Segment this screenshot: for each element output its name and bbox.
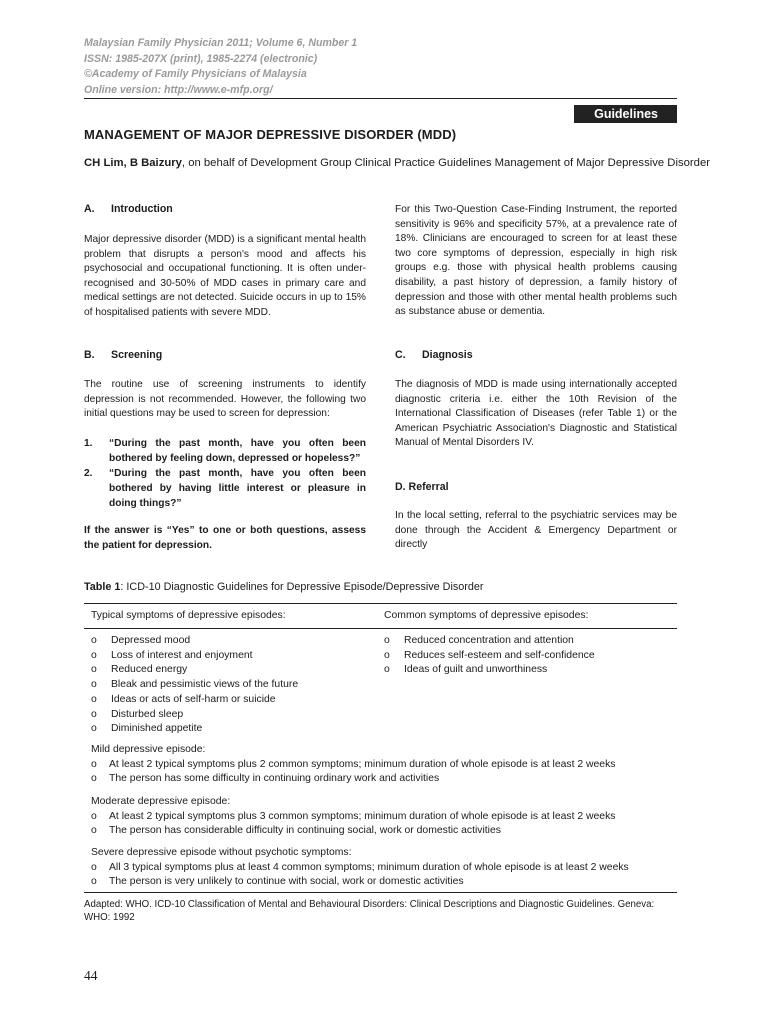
intro-text: Major depressive disorder (MDD) is a significant mental health problem that disrupts a person's mood and affects his psychosocial and occupational functioning. It is often under-recognised and 30-50% of MDD cases in primary care and medical settings are not detected. Suicide occurs in up to 15% of hospitalised patients with severe MDD. xyxy=(84,234,366,318)
journal-header xyxy=(84,36,357,98)
symptom-text: Ideas or acts of self-harm or suicide xyxy=(111,693,276,705)
symptom-text: Disturbed sleep xyxy=(111,708,184,720)
symptom-text: Depressed mood xyxy=(111,635,191,646)
bullet: o xyxy=(91,679,97,691)
journal-online-version: Online version: http://www.e-mfp.org/ xyxy=(84,83,273,96)
list-item xyxy=(91,663,298,678)
table-header-common: Common symptoms of depressive episodes: xyxy=(384,610,589,621)
list-item xyxy=(91,693,298,708)
question-text: “During the past month, have you often been bothered by feeling down, depressed or hopeless?” xyxy=(109,438,366,464)
screening-heading xyxy=(84,349,162,361)
list-item xyxy=(91,722,298,737)
mild-episode-group xyxy=(91,743,615,787)
right-intro-paragraph xyxy=(395,203,677,320)
list-item xyxy=(384,634,595,649)
list-item xyxy=(91,649,298,664)
question-text: “During the past month, have you often been bothered by having little interest or pleasure in doing things?” xyxy=(109,468,366,509)
list-item xyxy=(384,663,595,678)
diagnosis-heading-text: Diagnosis xyxy=(422,349,473,361)
article-title: MANAGEMENT OF MAJOR DEPRESSIVE DISORDER (MDD) xyxy=(84,127,457,142)
criterion-text: At least 2 typical symptoms plus 2 common symptoms; minimum duration of whole episode is at least 2 weeks xyxy=(109,758,616,770)
bullet: o xyxy=(91,861,97,873)
criterion-text: At least 2 typical symptoms plus 3 common symptoms; minimum duration of whole episode is at least 2 weeks xyxy=(109,810,616,822)
typical-symptoms-list xyxy=(91,634,298,737)
list-item xyxy=(91,758,615,773)
bullet: o xyxy=(384,635,390,646)
criterion-text: All 3 typical symptoms plus at least 4 common symptoms; minimum duration of whole episode is at least 2 weeks xyxy=(109,861,629,873)
screening-paragraph xyxy=(84,378,366,422)
screening-text: The routine use of screening instruments to identify depression is not recommended. However, the following two initial questions may be used to screen for depression: xyxy=(84,379,366,420)
table-bottom-rule xyxy=(84,892,677,893)
list-item xyxy=(91,810,615,825)
question-number: 1. xyxy=(84,438,93,449)
intro-letter: A. xyxy=(84,203,95,215)
list-item xyxy=(91,875,629,890)
moderate-episode-group xyxy=(91,795,615,839)
right-intro-text: For this Two-Question Case-Finding Instrument, the reported sensitivity is 96% and specificity 57%, at a prevalence rate of 18%. Clinicians are encouraged to screen for at least these two core symptoms of depression, especially in high risk groups e.g. those with physical health problems causing disability, a past history of depression, a family history of depression and those with other mental health problems such as substance abuse or dementia. xyxy=(395,204,677,318)
bullet: o xyxy=(91,723,97,735)
screening-letter: B. xyxy=(84,349,95,361)
article-authors xyxy=(84,157,710,169)
list-item xyxy=(91,772,615,787)
table-top-rule xyxy=(84,603,677,604)
intro-heading-text: Introduction xyxy=(111,203,173,215)
symptom-text: Loss of interest and enjoyment xyxy=(111,649,253,661)
symptom-text: Ideas of guilt and unworthiness xyxy=(404,664,548,676)
header-divider xyxy=(84,98,677,99)
severe-episode-heading: Severe depressive episode without psychotic symptoms: xyxy=(91,847,352,858)
symptom-text: Diminished appetite xyxy=(111,723,203,735)
bullet: o xyxy=(384,664,390,676)
referral-paragraph xyxy=(395,509,677,553)
screening-heading-text: Screening xyxy=(111,349,163,361)
list-item xyxy=(384,649,595,664)
bullet: o xyxy=(91,825,97,837)
referral-heading: D. Referral xyxy=(395,481,449,493)
table-caption xyxy=(84,581,483,593)
page-number: 44 xyxy=(84,968,98,983)
screening-conclusion: If the answer is “Yes” to one or both questions, assess the patient for depression. xyxy=(84,525,366,551)
intro-heading xyxy=(84,203,173,215)
referral-text: In the local setting, referral to the psychiatric services may be done through the Accident & Emergency Department or directly xyxy=(395,510,677,551)
section-badge: Guidelines xyxy=(574,105,677,123)
diagnosis-text: The diagnosis of MDD is made using internationally accepted diagnostic criteria i.e. either the 10th Revision of the International Classification of Diseases (refer Table 1) or the American Psychiatric Association's Diagnostic and Statistical Manual of Mental Disorders IV. xyxy=(395,379,677,449)
journal-issn: ISSN: 1985-207X (print), 1985-2274 (electronic) xyxy=(84,52,318,65)
table-footnote: Adapted: WHO. ICD-10 Classification of Mental and Behavioural Disorders: Clinical Descriptions and Diagnostic Guidelines. Geneva: WHO: 1992 xyxy=(84,899,655,923)
bullet: o xyxy=(91,649,97,661)
list-item xyxy=(91,824,615,839)
intro-paragraph xyxy=(84,233,366,321)
table-header-typical: Typical symptoms of depressive episodes: xyxy=(91,610,286,621)
moderate-episode-heading: Moderate depressive episode: xyxy=(91,796,231,807)
symptom-text: Reduces self-esteem and self-confidence xyxy=(404,649,595,661)
bullet: o xyxy=(91,876,97,888)
symptom-text: Reduced energy xyxy=(111,664,188,676)
list-item xyxy=(84,436,366,466)
list-item xyxy=(84,466,366,511)
symptom-text: Bleak and pessimistic views of the future xyxy=(111,679,299,691)
screening-questions xyxy=(84,436,366,511)
bullet: o xyxy=(91,635,97,646)
diagnosis-paragraph xyxy=(395,378,677,451)
bullet: o xyxy=(91,708,97,720)
common-symptoms-list xyxy=(384,634,595,678)
list-item xyxy=(91,634,298,649)
journal-citation: Malaysian Family Physician 2011; Volume 6, Number 1 xyxy=(84,37,358,49)
author-affiliation: , on behalf of Development Group Clinical Practice Guidelines Management of Major Depressive Disorder xyxy=(181,157,710,169)
criterion-text: The person has some difficulty in continuing ordinary work and activities xyxy=(109,773,440,785)
symptom-text: Reduced concentration and attention xyxy=(404,635,574,646)
journal-copyright: ©Academy of Family Physicians of Malaysia xyxy=(84,68,307,80)
diagnosis-letter: C. xyxy=(395,349,406,361)
bullet: o xyxy=(91,758,97,770)
bullet: o xyxy=(91,664,97,676)
bullet: o xyxy=(384,649,390,661)
severe-episode-group xyxy=(91,846,629,890)
mild-episode-heading: Mild depressive episode: xyxy=(91,744,206,755)
table-label: Table 1 xyxy=(84,581,121,593)
criterion-text: The person has considerable difficulty in continuing social, work or domestic activities xyxy=(109,825,501,837)
bullet: o xyxy=(91,693,97,705)
diagnosis-heading xyxy=(395,349,473,361)
bullet: o xyxy=(91,810,97,822)
criterion-text: The person is very unlikely to continue with social, work or domestic activities xyxy=(109,876,464,888)
list-item xyxy=(91,861,629,876)
list-item xyxy=(91,678,298,693)
bullet: o xyxy=(91,773,97,785)
table-header-rule xyxy=(84,628,677,629)
list-item xyxy=(91,708,298,723)
table-title: : ICD-10 Diagnostic Guidelines for Depressive Episode/Depressive Disorder xyxy=(120,581,484,593)
author-names: CH Lim, B Baizury xyxy=(84,157,182,169)
question-number: 2. xyxy=(84,468,93,479)
